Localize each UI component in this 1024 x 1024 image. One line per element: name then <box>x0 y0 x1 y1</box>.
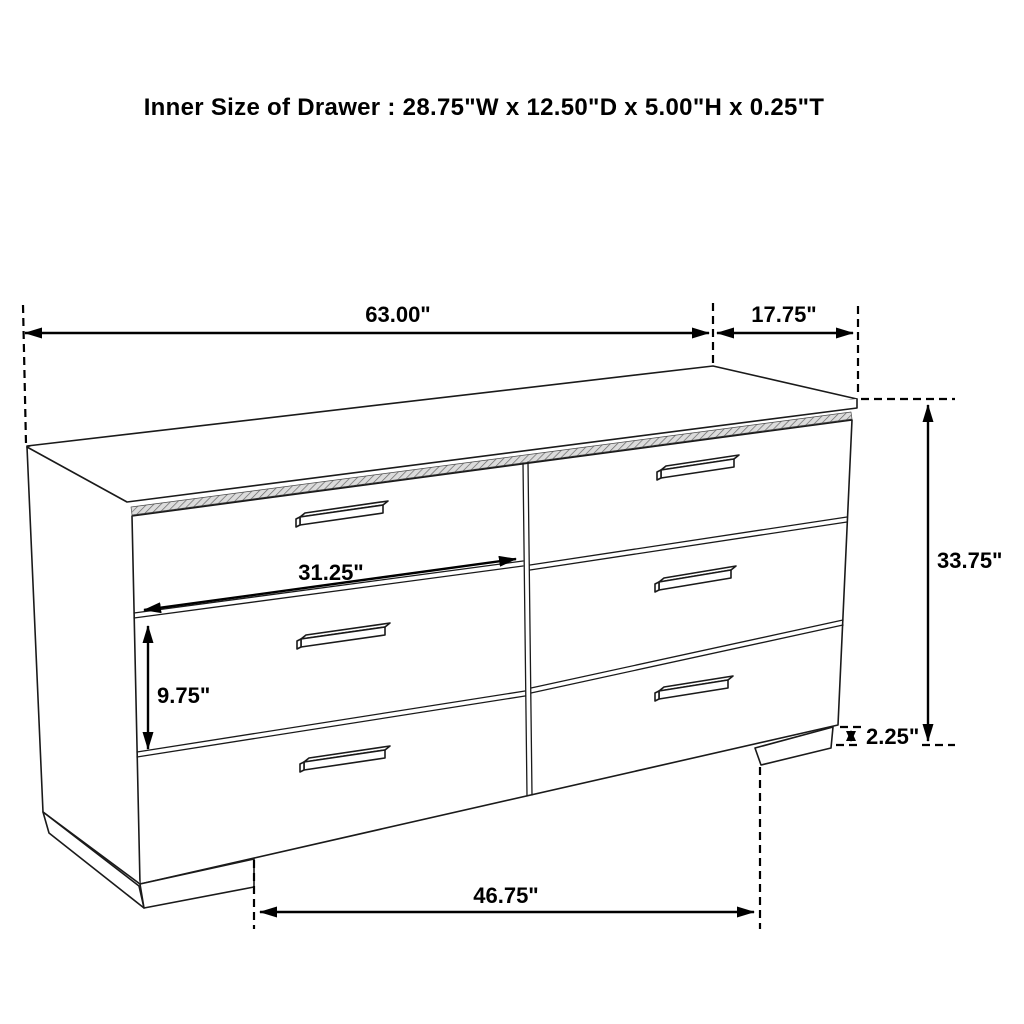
dim-label-drawer-width: 31.25" <box>298 560 364 585</box>
page-title: Inner Size of Drawer : 28.75"W x 12.50"D x 5.00"H x 0.25"T <box>143 94 825 121</box>
extension-line <box>23 305 26 444</box>
dresser-side-panel <box>27 447 140 884</box>
dim-label-overall-height: 33.75" <box>937 548 1003 573</box>
dresser-drawing <box>27 366 857 908</box>
dim-label-leg-height: 2.25" <box>866 724 920 749</box>
dim-label-top-width: 63.00" <box>365 302 431 327</box>
dresser-front-face <box>132 420 852 884</box>
dimension-overall-height <box>836 399 1002 745</box>
dim-label-top-depth: 17.75" <box>751 302 817 327</box>
dim-label-drawer-height: 9.75" <box>157 683 211 708</box>
dim-label-base-width: 46.75" <box>473 883 539 908</box>
